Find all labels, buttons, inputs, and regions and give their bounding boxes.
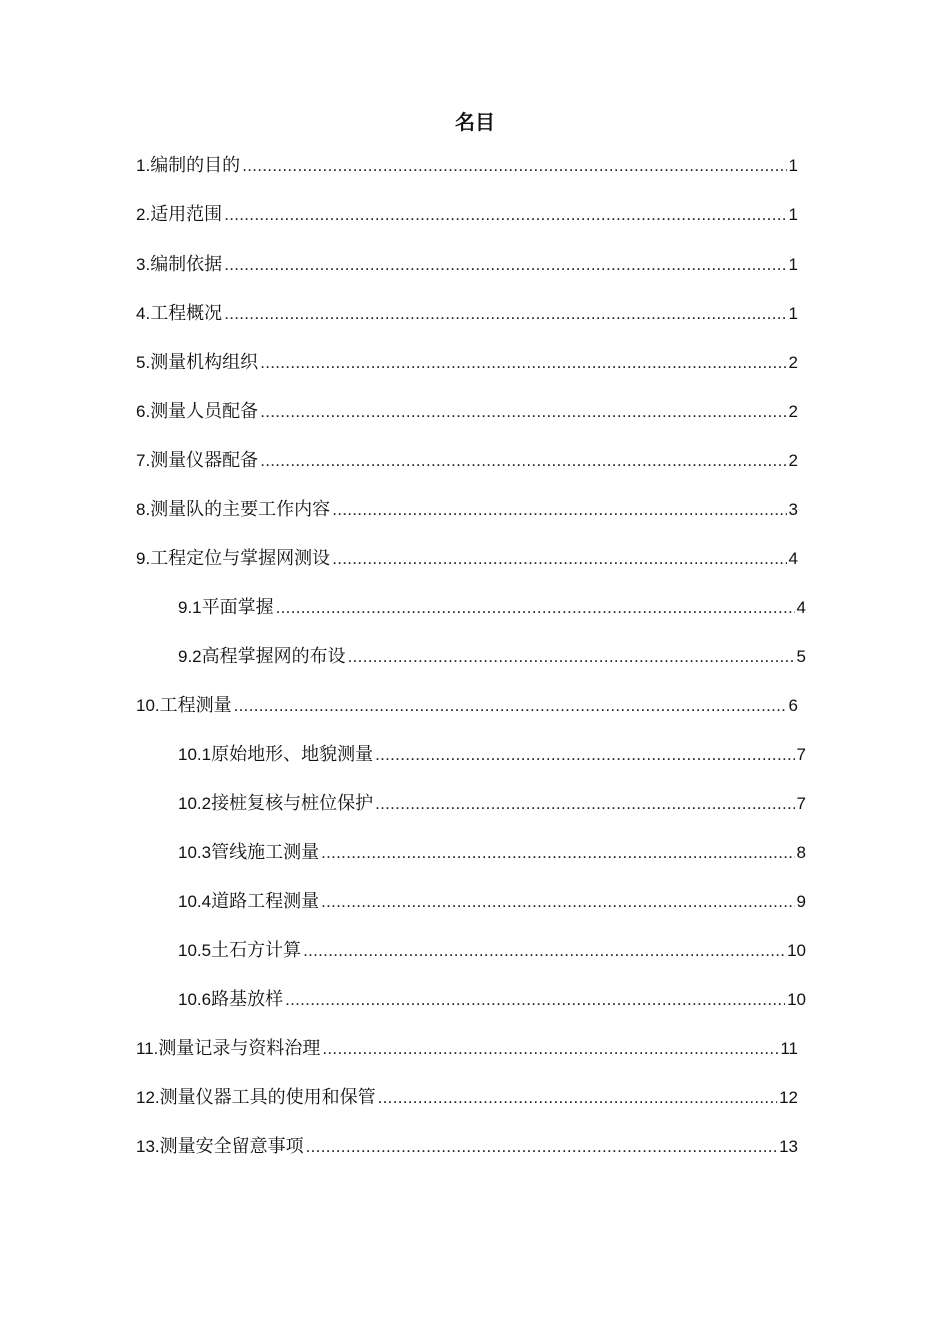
toc-entry-label: 工程定位与掌握网测设 bbox=[150, 548, 331, 569]
toc-leader-dots bbox=[378, 1085, 777, 1111]
toc-leader-dots bbox=[321, 840, 794, 866]
toc-entry-page: 11 bbox=[780, 1039, 798, 1058]
toc-entry-label: 编制依据 bbox=[150, 254, 223, 275]
toc-entry-number: 10.3 bbox=[178, 843, 212, 862]
toc-entry[interactable] bbox=[136, 399, 798, 425]
toc-entry[interactable] bbox=[178, 987, 806, 1013]
toc-entry[interactable] bbox=[136, 202, 798, 228]
toc-leader-dots bbox=[375, 791, 794, 817]
toc-entry[interactable] bbox=[178, 791, 806, 817]
toc-entry-number: 7. bbox=[136, 451, 151, 470]
toc-entry[interactable] bbox=[178, 840, 806, 866]
toc-leader-dots bbox=[303, 938, 785, 964]
toc-entry[interactable] bbox=[136, 1085, 798, 1111]
toc-entry-page: 10 bbox=[787, 941, 806, 960]
toc-entry-number: 12. bbox=[136, 1088, 160, 1107]
toc-entry-page: 1 bbox=[788, 304, 798, 323]
toc-entry-number: 11. bbox=[136, 1039, 159, 1058]
toc-entry[interactable] bbox=[136, 1036, 798, 1062]
toc-entry-label: 管线施工测量 bbox=[211, 842, 320, 863]
toc-entry-label: 工程测量 bbox=[159, 695, 232, 716]
toc-entry[interactable] bbox=[136, 1134, 798, 1160]
toc-entry-number: 9.1 bbox=[178, 598, 202, 617]
toc-leader-dots bbox=[260, 448, 786, 474]
toc-entry[interactable] bbox=[178, 938, 806, 964]
toc-leader-dots bbox=[242, 153, 786, 179]
toc-entry-page: 7 bbox=[796, 745, 806, 764]
toc-leader-dots bbox=[224, 202, 786, 228]
toc-entry-number: 4. bbox=[136, 304, 151, 323]
toc-entry-label: 测量仪器配备 bbox=[150, 450, 259, 471]
toc-entry-page: 9 bbox=[796, 892, 806, 911]
toc-leader-dots bbox=[348, 644, 795, 670]
toc-entry-label: 平面掌握 bbox=[201, 597, 274, 618]
toc-entry-label: 测量记录与资料治理 bbox=[158, 1038, 321, 1059]
toc-entry-label: 适用范围 bbox=[150, 204, 223, 225]
toc-entry-label: 土石方计算 bbox=[211, 940, 302, 961]
toc-entry-number: 9.2 bbox=[178, 647, 202, 666]
toc-entry-label: 编制的目的 bbox=[150, 155, 241, 176]
toc-entry[interactable] bbox=[136, 301, 798, 327]
toc-leader-dots bbox=[224, 252, 786, 278]
toc-entry-page: 1 bbox=[788, 156, 798, 175]
toc-entry-number: 8. bbox=[136, 500, 151, 519]
toc-entry[interactable] bbox=[136, 350, 798, 376]
toc-entry-page: 5 bbox=[796, 647, 806, 666]
toc-leader-dots bbox=[285, 987, 785, 1013]
toc-entry[interactable] bbox=[136, 153, 798, 179]
toc-entry-number: 3. bbox=[136, 255, 151, 274]
toc-title: 名目 bbox=[455, 110, 495, 134]
toc-entry[interactable] bbox=[136, 252, 798, 278]
toc-entry[interactable] bbox=[136, 448, 798, 474]
toc-entry-label: 路基放样 bbox=[211, 989, 284, 1010]
toc-entry-number: 2. bbox=[136, 205, 151, 224]
toc-entry-number: 10.5 bbox=[178, 941, 212, 960]
toc-leader-dots bbox=[332, 546, 786, 572]
toc-entry-label: 道路工程测量 bbox=[211, 891, 320, 912]
toc-entry-page: 3 bbox=[788, 500, 798, 519]
toc-entry[interactable] bbox=[136, 546, 798, 572]
toc-entry-page: 12 bbox=[779, 1088, 798, 1107]
toc-entry-page: 10 bbox=[787, 990, 806, 1009]
toc-leader-dots bbox=[276, 595, 795, 621]
toc-entry-page: 4 bbox=[788, 549, 798, 568]
toc-entry-number: 10.4 bbox=[178, 892, 212, 911]
toc-entry-page: 4 bbox=[796, 598, 806, 617]
toc-leader-dots bbox=[260, 399, 786, 425]
toc-entry-page: 13 bbox=[779, 1137, 798, 1156]
toc-entry-label: 接桩复核与桩位保护 bbox=[211, 793, 374, 814]
toc-entry[interactable] bbox=[136, 497, 798, 523]
toc-entry[interactable] bbox=[178, 595, 806, 621]
toc-entry-number: 10. bbox=[136, 696, 160, 715]
toc-entry-label: 原始地形、地貌测量 bbox=[211, 744, 374, 765]
toc-leader-dots bbox=[224, 301, 786, 327]
toc-entry-label: 高程掌握网的布设 bbox=[201, 646, 346, 667]
toc-entry[interactable] bbox=[178, 889, 806, 915]
toc-entry-page: 1 bbox=[788, 255, 798, 274]
toc-leader-dots bbox=[321, 889, 794, 915]
toc-entry-page: 1 bbox=[788, 205, 798, 224]
toc-entry-page: 6 bbox=[788, 696, 798, 715]
toc-entry-page: 7 bbox=[796, 794, 806, 813]
toc-entry-label: 测量队的主要工作内容 bbox=[150, 499, 331, 520]
toc-entry-page: 2 bbox=[788, 353, 798, 372]
toc-leader-dots bbox=[375, 742, 794, 768]
toc-entry[interactable] bbox=[178, 742, 806, 768]
toc-leader-dots bbox=[332, 497, 786, 523]
toc-entry[interactable] bbox=[178, 644, 806, 670]
toc-leader-dots bbox=[260, 350, 786, 376]
toc-entry-number: 10.2 bbox=[178, 794, 212, 813]
toc-entry-number: 10.6 bbox=[178, 990, 212, 1009]
toc-leader-dots bbox=[322, 1036, 778, 1062]
toc-entry[interactable] bbox=[136, 693, 798, 719]
toc-entry-label: 测量仪器工具的使用和保管 bbox=[159, 1087, 376, 1108]
toc-entry-number: 13. bbox=[136, 1137, 160, 1156]
toc-entry-label: 工程概况 bbox=[150, 303, 223, 324]
toc-entry-number: 5. bbox=[136, 353, 151, 372]
toc-entry-page: 2 bbox=[788, 402, 798, 421]
toc-entry-label: 测量人员配备 bbox=[150, 401, 259, 422]
toc-leader-dots bbox=[234, 693, 787, 719]
toc-leader-dots bbox=[306, 1134, 777, 1160]
toc-entry-page: 8 bbox=[796, 843, 806, 862]
toc-entry-number: 9. bbox=[136, 549, 151, 568]
toc-entry-label: 测量机构组织 bbox=[150, 352, 259, 373]
toc-entry-number: 6. bbox=[136, 402, 151, 421]
toc-entry-label: 测量安全留意事项 bbox=[159, 1136, 304, 1157]
toc-entry-number: 10.1 bbox=[178, 745, 212, 764]
toc-entry-page: 2 bbox=[788, 451, 798, 470]
toc-entry-number: 1. bbox=[136, 156, 151, 175]
